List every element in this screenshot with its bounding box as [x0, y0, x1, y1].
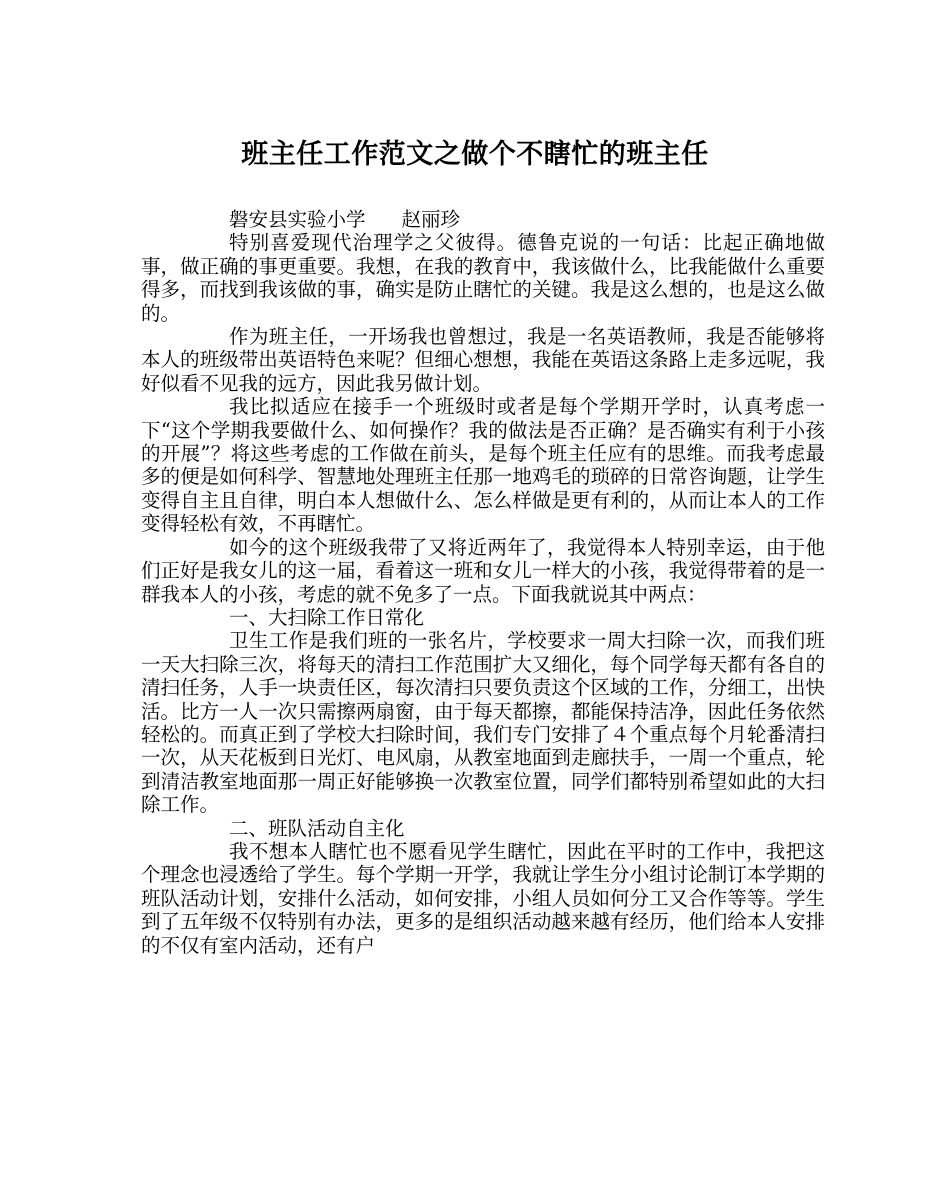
- document-title: 班主任工作范文之做个不瞎忙的班主任: [241, 139, 709, 170]
- section-heading-1: 一、大扫除工作日常化: [229, 605, 425, 629]
- paragraph-6: 我不想本人瞎忙也不愿看见学生瞎忙，因此在平时的工作中，我把这个理念也浸透给了学生。每个学期一开学，我就让学生分小组讨论制订本学期的班队活动计划，安排什么活动，如何安排，小组人员如何分工又合作等等。学生到了五年级不仅特别有办法，更多的是组织活动越来越有经历，他们给本人安排的不仅有室内活动，还有户: [141, 839, 825, 957]
- author-school: 磐安县实验小学: [229, 208, 366, 231]
- author-line: [141, 208, 825, 231]
- paragraph-1: 特别喜爱现代治理学之父彼得。德鲁克说的一句话：比起正确地做事，做正确的事更重要。我想，在我的教育中，我该做什么，比我能做什么重要得多，而找到我该做的事，确实是防止瞎忙的关键。我是这么想的，也是这么做的。: [141, 231, 825, 325]
- paragraph-4: 如今的这个班级我带了又将近两年了，我觉得本人特别幸运，由于他们正好是我女儿的这一届，看着这一班和女儿一样大的小孩，我觉得带着的是一群我本人的小孩，考虑的就不免多了一点。下面我就说其中两点：: [141, 535, 825, 606]
- document-body: [141, 208, 825, 957]
- paragraph-3: 我比拟适应在接手一个班级时或者是每个学期开学时，认真考虑一下“这个学期我要做什么、如何操作？我的做法是否正确？是否确实有利于小孩的开展”？将这些考虑的工作做在前头，是每个班主任应有的思维。而我考虑最多的便是如何科学、智慧地处理班主任那一地鸡毛的琐碎的日常咨询题，让学生变得自主且自律，明白本人想做什么、怎么样做是更有利的，从而让本人的工作变得轻松有效，不再瞎忙。: [141, 395, 825, 536]
- author-name: 赵丽珍: [401, 208, 461, 231]
- paragraph-2: 作为班主任，一开场我也曾想过，我是一名英语教师，我是否能够将本人的班级带出英语特色来呢？但细心想想，我能在英语这条路上走多远呢，我好似看不见我的远方，因此我另做计划。: [141, 325, 825, 395]
- section-heading-2: 二、班队活动自主化: [229, 816, 405, 840]
- paragraph-5: 卫生工作是我们班的一张名片，学校要求一周大扫除一次，而我们班一天大扫除三次，将每天的清扫工作范围扩大又细化，每个同学每天都有各自的清扫任务，人手一块责任区，每次清扫只要负责这个区域的工作，分细工，出快活。比方一人一次只需擦两扇窗，由于每天都擦，都能保持洁净，因此任务依然轻松的。而真正到了学校大扫除时间，我们专门安排了４个重点每个月轮番清扫一次，从天花板到日光灯、电风扇，从教室地面到走廊扶手，一周一个重点，轮到清洁教室地面那一周正好能够换一次教室位置，同学们都特别希望如此的大扫除工作。: [141, 629, 825, 817]
